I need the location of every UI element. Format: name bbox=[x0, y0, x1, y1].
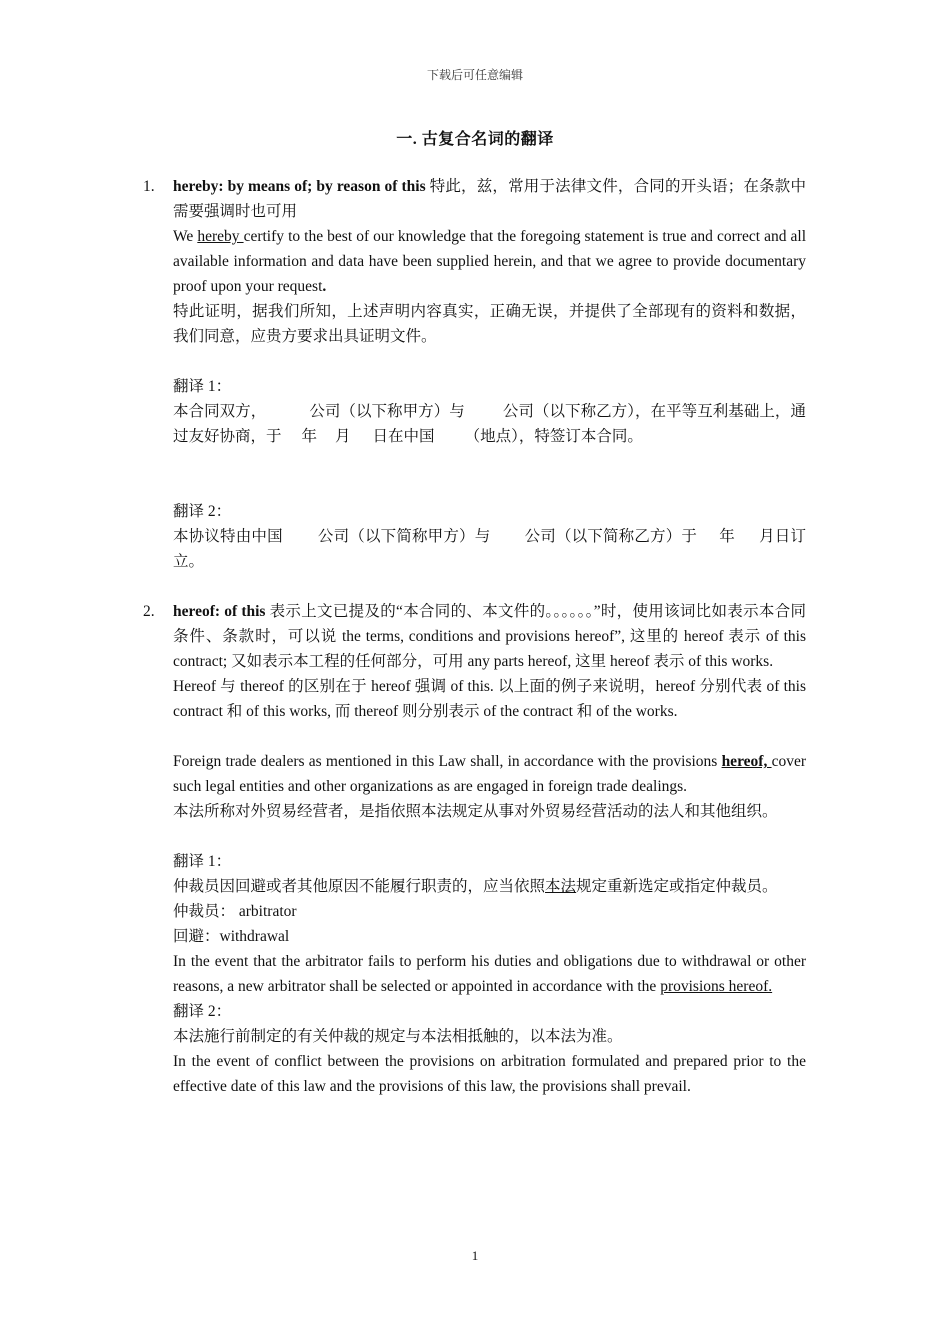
translation-label: 翻译 2： bbox=[173, 1003, 232, 1020]
translation-label: 翻译 1： bbox=[173, 853, 232, 870]
term-definition bbox=[173, 174, 806, 224]
section-title: 一. 古复合名词的翻译 bbox=[396, 131, 554, 148]
translation-text: 仲裁员因回避或者其他原因不能履行职责的，应当依照本法规定重新选定或指定仲裁员。 bbox=[173, 878, 778, 895]
example-english: We hereby certify to the best of our knowledge that the foregoing statement is true and correct and all available information and data have been supplied herein, and that we agree to provide documentary proof upon your request. bbox=[173, 228, 806, 295]
vocabulary-line: 回避：withdrawal bbox=[173, 928, 290, 945]
example-chinese: 本法所称对外贸易经营者，是指依照本法规定从事对外贸易经营活动的法人和其他组织。 bbox=[173, 803, 778, 820]
translation-label: 翻译 1： bbox=[173, 378, 232, 395]
translation-label: 翻译 2： bbox=[173, 503, 232, 520]
page-number: 1 bbox=[471, 1248, 479, 1263]
item-number: 1. bbox=[143, 178, 155, 195]
example-english: Foreign trade dealers as mentioned in this Law shall, in accordance with the provisions hereof, cover such legal entities and other organizations as are engaged in foreign trade dealings. bbox=[173, 753, 806, 795]
vocabulary-line: 仲裁员： arbitrator bbox=[173, 903, 297, 920]
term-comparison: Hereof 与 thereof 的区别在于 hereof 强调 of this. 以上面的例子来说明，hereof 分别代表 of this contract 和 of this works, 而 thereof 则分别表示 of the contract 和 of the works. bbox=[173, 678, 806, 720]
page-header: 下载后可任意编辑 bbox=[426, 68, 523, 82]
item-number: 2. bbox=[143, 603, 155, 620]
translation-text: 本合同双方， 公司（以下称甲方）与 公司（以下称乙方），在平等互利基础上，通过友好协商，于 年 月 日在中国 （地点），特签订本合同。 bbox=[173, 403, 806, 445]
underlined-term: hereby bbox=[197, 228, 244, 245]
underlined-term: provisions hereof. bbox=[660, 978, 773, 995]
term: hereof: of this bbox=[173, 603, 266, 620]
term-definition bbox=[173, 599, 806, 674]
term-description: 表示上文已提及的“本合同的、本文件的。。。。。。”时，使用该词比如表示本合同条件、条款时，可以说 the terms, conditions and provisions hereof”, 这里的 hereof 表示 of this contract; 又如表示本工程的任何部分，可用 any parts hereof, 这里 hereof 表示 of this works. bbox=[173, 603, 806, 670]
underlined-term: hereof, bbox=[721, 753, 772, 770]
translation-english: In the event that the arbitrator fails to perform his duties and obligations due to withdrawal or other reasons, a new arbitrator shall be selected or appointed in accordance with the provisions hereof. bbox=[173, 953, 806, 995]
list-item-hereof bbox=[143, 599, 806, 1099]
translation-english: In the event of conflict between the provisions on arbitration formulated and prepared prior to the effective date of this law and the provisions of this law, the provisions shall prevail. bbox=[173, 1053, 806, 1095]
term: hereby: by means of; by reason of this bbox=[173, 178, 426, 195]
document-body bbox=[143, 174, 806, 1099]
translation-text: 本协议特由中国 公司（以下简称甲方）与 公司（以下简称乙方）于 年 月日订立。 bbox=[173, 528, 806, 570]
list-item-hereby bbox=[143, 174, 806, 574]
translation-chinese: 本法施行前制定的有关仲裁的规定与本法相抵触的，以本法为准。 bbox=[173, 1028, 623, 1045]
underlined-term: 本法 bbox=[545, 878, 577, 895]
example-chinese: 特此证明，据我们所知，上述声明内容真实，正确无误，并提供了全部现有的资料和数据，我们同意，应贵方要求出具证明文件。 bbox=[173, 303, 806, 345]
term-description: 特此，兹，常用于法律文件，合同的开头语；在条款中需要强调时也可用 bbox=[173, 178, 806, 220]
